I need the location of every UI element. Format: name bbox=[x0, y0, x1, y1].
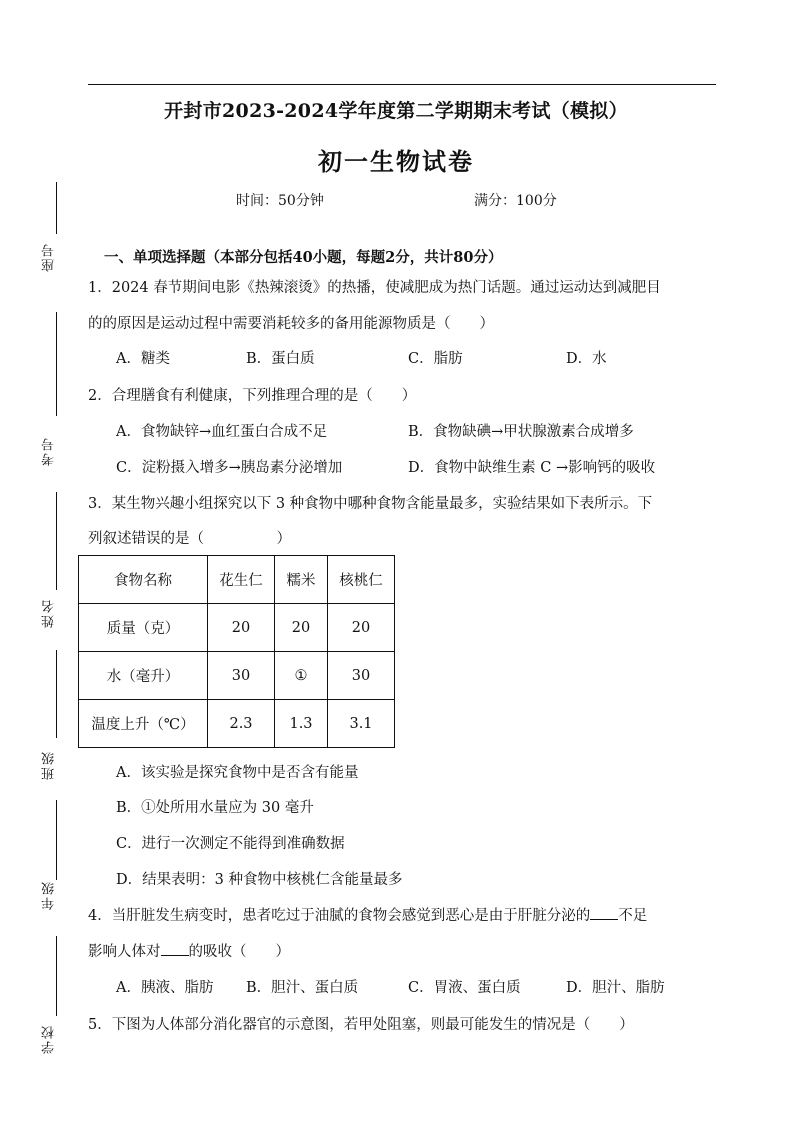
question-4-text: 不足 bbox=[618, 908, 648, 924]
question-3-option-a: A．该实验是探究食物中是否含有能量 bbox=[116, 765, 359, 781]
question-2-option-c: C．淀粉摄入增多→胰岛素分泌增加 bbox=[116, 460, 343, 476]
margin-line bbox=[56, 182, 57, 234]
question-3-option-d: D．结果表明：3 种食物中核桃仁含能量最多 bbox=[116, 872, 403, 888]
table-cell: 3.1 bbox=[328, 700, 395, 748]
question-3-option-c: C．进行一次测定不能得到准确数据 bbox=[116, 836, 345, 852]
table-header-cell: 食物名称 bbox=[79, 556, 208, 604]
question-4-text: 的吸收（ ） bbox=[188, 944, 290, 960]
table-cell: 20 bbox=[328, 604, 395, 652]
table-cell: 水（毫升） bbox=[79, 652, 208, 700]
margin-label-exam-no: 考号 bbox=[42, 436, 57, 466]
question-4-option-c: C．胃液、蛋白质 bbox=[408, 980, 521, 996]
question-4-stem bbox=[88, 904, 647, 925]
header-rule bbox=[88, 84, 716, 85]
question-4-text: 4．当肝脏发生病变时，患者吃过于油腻的食物会感觉到恶心是由于肝脏分泌的 bbox=[88, 908, 591, 924]
margin-line bbox=[56, 800, 57, 880]
question-2-stem: 2．合理膳食有利健康，下列推理合理的是（ ） bbox=[88, 388, 417, 404]
question-4-text: 影响人体对 bbox=[88, 944, 161, 960]
answer-blank bbox=[161, 943, 189, 956]
table-cell: 温度上升（℃） bbox=[79, 700, 208, 748]
question-1-option-c: C．脂肪 bbox=[408, 351, 463, 367]
question-4-stem bbox=[88, 940, 290, 961]
table-header-cell: 核桃仁 bbox=[328, 556, 395, 604]
exam-score: 满分：100分 bbox=[474, 193, 557, 209]
table-cell: 质量（克） bbox=[79, 604, 208, 652]
question-2-option-b: B．食物缺碘→甲状腺激素合成增多 bbox=[408, 424, 634, 440]
table-header-cell: 花生仁 bbox=[208, 556, 275, 604]
table-cell: 1.3 bbox=[275, 700, 328, 748]
question-4-option-a: A．胰液、脂肪 bbox=[116, 980, 214, 996]
table-row bbox=[79, 700, 395, 748]
question-1-option-d: D．水 bbox=[566, 351, 607, 367]
question-1-option-b: B．蛋白质 bbox=[246, 351, 315, 367]
question-4-option-b: B．胆汁、蛋白质 bbox=[246, 980, 359, 996]
table-row bbox=[79, 652, 395, 700]
question-3-stem: 列叙述错误的是（ ） bbox=[88, 531, 291, 547]
margin-line bbox=[56, 936, 57, 1016]
margin-line bbox=[56, 650, 57, 738]
answer-blank bbox=[590, 907, 618, 920]
margin-label-grade: 年级 bbox=[42, 880, 57, 910]
exam-time: 时间：50分钟 bbox=[236, 193, 324, 209]
margin-label-name: 姓名 bbox=[42, 598, 57, 628]
question-5-stem: 5．下图为人体部分消化器官的示意图，若甲处阻塞，则最可能发生的情况是（ ） bbox=[88, 1017, 634, 1033]
table-cell: 20 bbox=[275, 604, 328, 652]
margin-line bbox=[56, 492, 57, 590]
table-cell: 2.3 bbox=[208, 700, 275, 748]
table-header-cell: 糯米 bbox=[275, 556, 328, 604]
exam-subtitle: 初一生物试卷 bbox=[318, 147, 474, 176]
section-heading: 一、单项选择题（本部分包括40小题，每题2分，共计80分） bbox=[104, 249, 503, 266]
table-cell: 20 bbox=[208, 604, 275, 652]
margin-label-class: 班级 bbox=[42, 750, 57, 780]
table-cell: 30 bbox=[328, 652, 395, 700]
table-cell: ① bbox=[275, 652, 328, 700]
margin-label-seat: 座号 bbox=[42, 242, 57, 272]
table-cell: 30 bbox=[208, 652, 275, 700]
question-1-stem: 的的原因是运动过程中需要消耗较多的备用能源物质是（ ） bbox=[88, 316, 494, 332]
exam-title: 开封市2023-2024学年度第二学期期末考试（模拟） bbox=[164, 100, 628, 122]
margin-label-school: 学校 bbox=[42, 1024, 57, 1054]
margin-line bbox=[56, 312, 57, 416]
table-row bbox=[79, 604, 395, 652]
question-3-stem: 3．某生物兴趣小组探究以下 3 种食物中哪种食物含能量最多，实验结果如下表所示。下 bbox=[88, 496, 653, 512]
question-1-stem: 1．2024 春节期间电影《热辣滚烫》的热播，使减肥成为热门话题。通过运动达到减肥目 bbox=[88, 280, 661, 296]
question-1-option-a: A．糖类 bbox=[116, 351, 170, 367]
question-4-option-d: D．胆汁、脂肪 bbox=[566, 980, 665, 996]
question-2-option-a: A．食物缺锌→血红蛋白合成不足 bbox=[116, 424, 328, 440]
question-3-option-b: B．①处所用水量应为 30 毫升 bbox=[116, 800, 314, 816]
table-header-row bbox=[79, 556, 395, 604]
experiment-table bbox=[78, 555, 395, 748]
question-2-option-d: D．食物中缺维生素 C →影响钙的吸收 bbox=[408, 460, 656, 476]
